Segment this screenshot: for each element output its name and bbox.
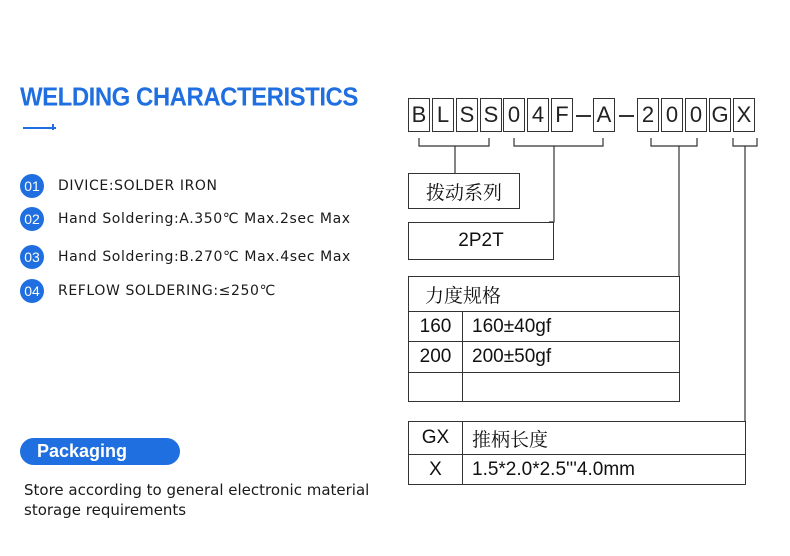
code-char-box: G [709, 98, 731, 132]
handle-code-header: GX [421, 427, 450, 448]
circuit-label: 2P2T [458, 230, 504, 251]
item-text: Hand Soldering:A.350℃ Max.2sec Max [58, 211, 351, 227]
code-char-box: 0 [661, 98, 683, 132]
series-type-box [408, 173, 520, 209]
handle-length-table [408, 421, 746, 485]
table-row-code [409, 373, 462, 401]
item-number-badge: 03 [20, 245, 44, 269]
item-number-badge: 04 [20, 279, 44, 303]
table-row-value: 160±40gf [472, 315, 552, 337]
code-char-box: 0 [685, 98, 707, 132]
code-char-box: B [408, 98, 430, 132]
code-char-box: F [551, 98, 573, 132]
table-row-value: 1.5*2.0*2.5'''4.0mm [472, 458, 635, 480]
table-row-value: 200±50gf [472, 346, 552, 367]
code-char-box: 0 [503, 98, 525, 132]
item-text: REFLOW SOLDERING:≤250℃ [58, 283, 276, 299]
code-char-box: X [733, 98, 755, 132]
handle-header: 推柄长度 [472, 429, 549, 451]
item-number-badge: 02 [20, 207, 44, 231]
force-spec-header: 力度规格 [425, 285, 502, 307]
series-type-label: 拨动系列 [425, 182, 502, 204]
force-spec-table [408, 276, 680, 402]
table-row-value [472, 373, 672, 401]
item-text: Hand Soldering:B.270℃ Max.4sec Max [58, 249, 351, 265]
item-number-badge: 01 [20, 174, 44, 198]
code-char-box: S [456, 98, 478, 132]
code-char-box: A [593, 98, 615, 132]
code-char-box: S [480, 98, 502, 132]
item-text: DIVICE:SOLDER IRON [58, 178, 218, 194]
table-row-code: X [429, 458, 442, 480]
circuit-box [408, 222, 554, 260]
table-row-code: 160 [419, 315, 452, 337]
packaging-text: Store according to general electronic material storage requirements [24, 481, 370, 519]
packaging-badge: Packaging [20, 438, 180, 465]
section-title: WELDING CHARACTERISTICS [20, 83, 358, 113]
table-row-code: 200 [419, 346, 452, 367]
code-char-box: 2 [637, 98, 659, 132]
code-char-box: L [432, 98, 454, 132]
code-char-box: 4 [527, 98, 549, 132]
